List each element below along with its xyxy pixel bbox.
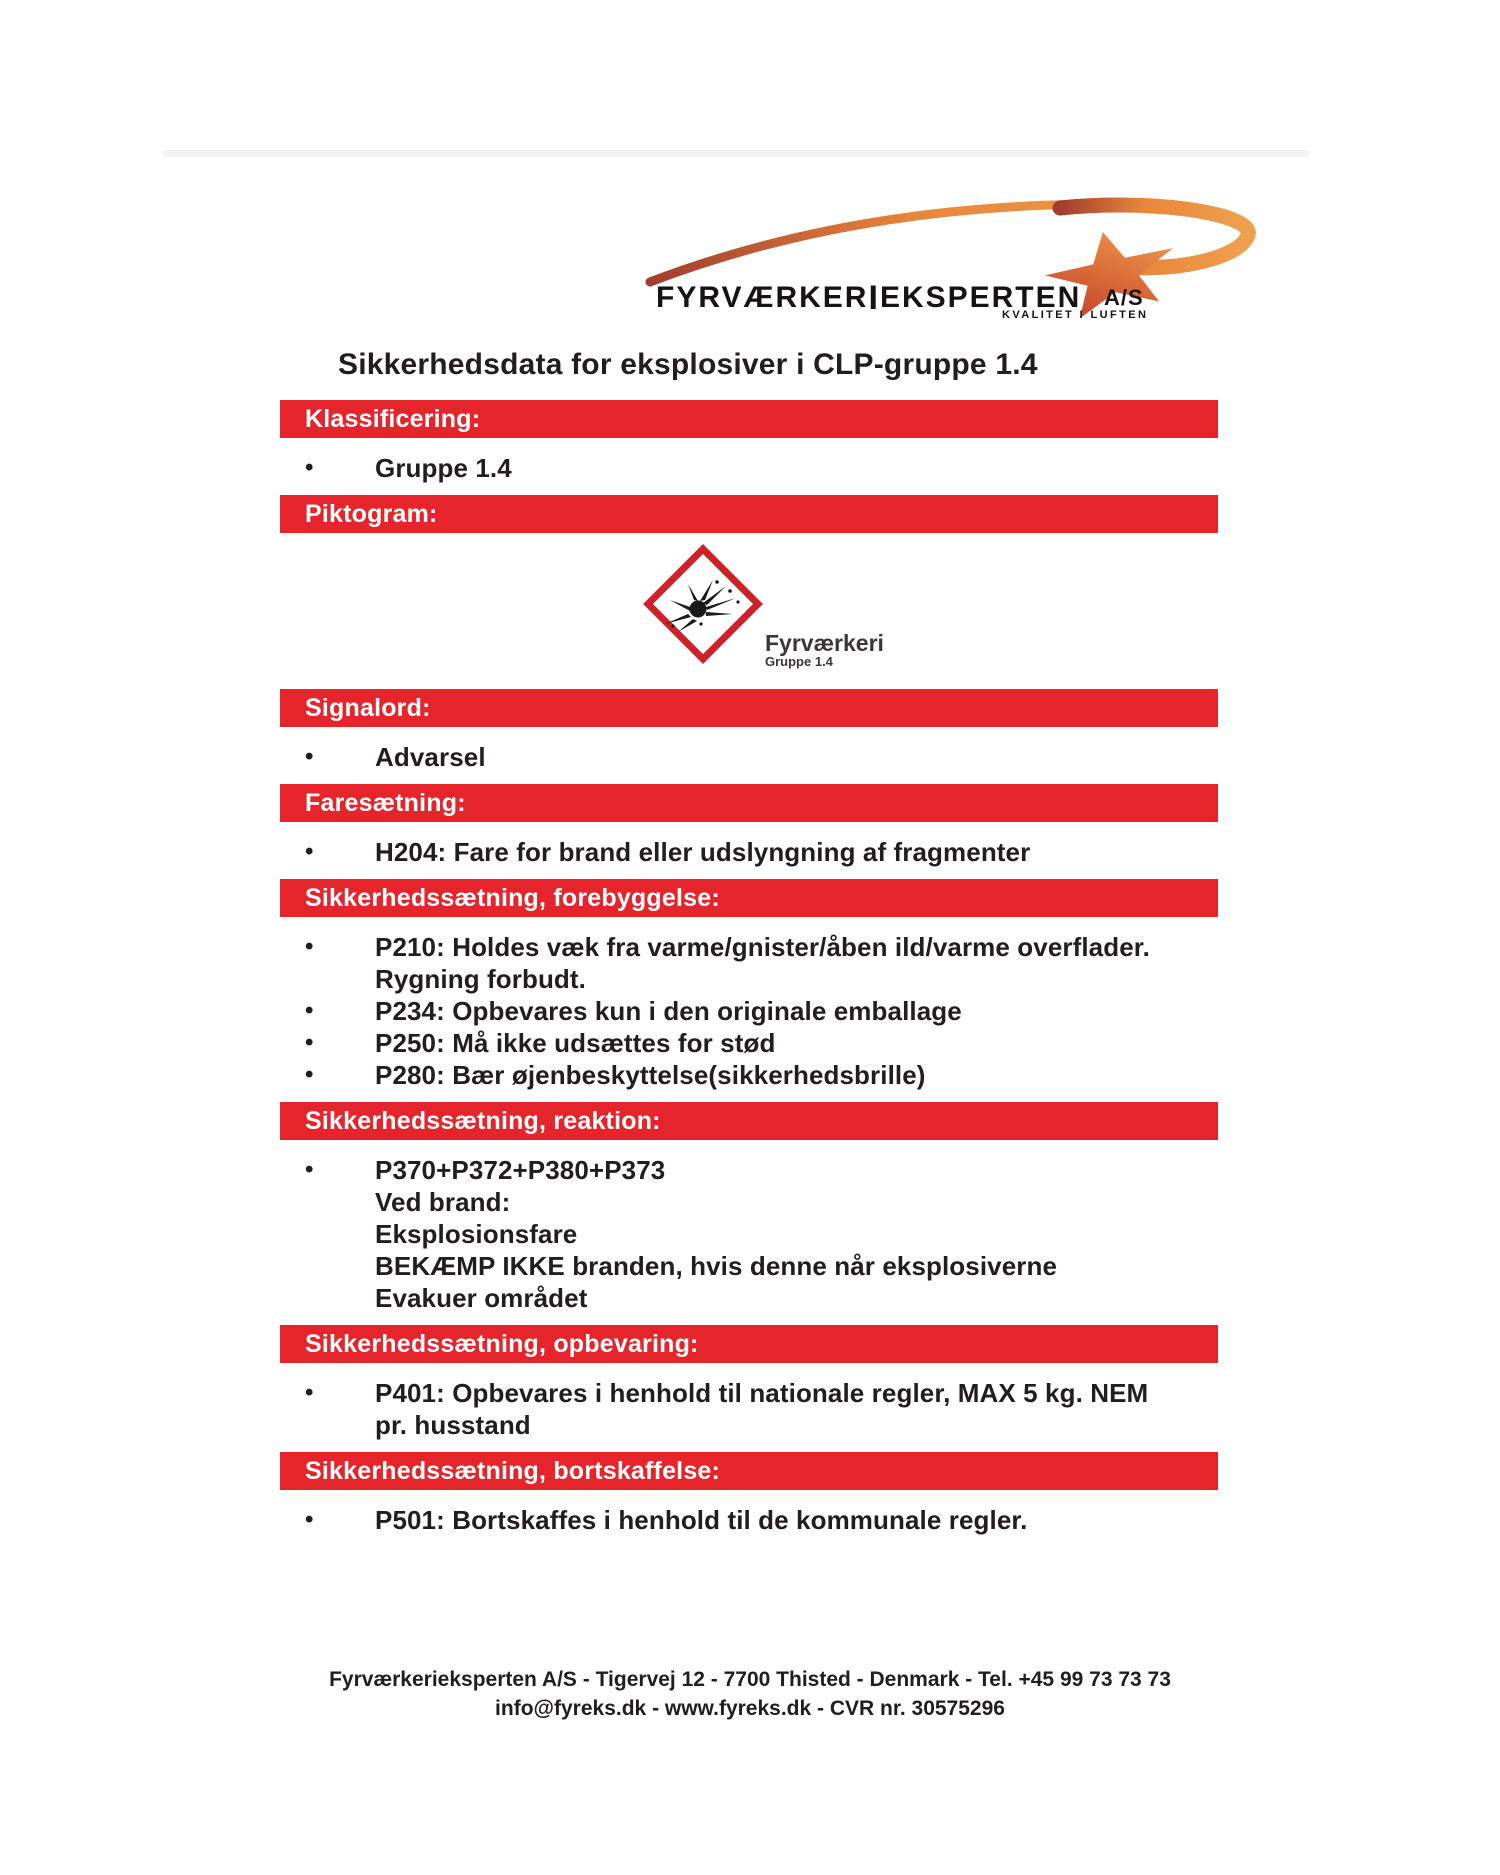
- pictogram-label: Fyrværkeri: [765, 630, 884, 656]
- logo-swoosh-star-icon: [600, 180, 1290, 350]
- bullet-text-continuation: Eksplosionsfare: [375, 1219, 578, 1249]
- bullet-text: • P401: Opbevares i henhold til nationale regler, MAX 5 kg. NEM: [375, 1378, 1149, 1408]
- bullet-text-continuation: BEKÆMP IKKE branden, hvis denne når eksplosiverne: [375, 1251, 1058, 1281]
- bullet-text: • P210: Holdes væk fra varme/gnister/åben ild/varme overflader.: [375, 932, 1150, 962]
- bullet-item: [280, 1027, 1218, 1059]
- bullet-text: • P234: Opbevares kun i den originale emballage: [375, 996, 962, 1026]
- section-banner-piktogram: [280, 495, 1218, 533]
- pictogram-caption: [765, 631, 884, 669]
- bullet-text: • P501: Bortskaffes i henhold til de kommunale regler.: [375, 1505, 1028, 1535]
- bullet-list: [280, 452, 1218, 484]
- section-banner-reaktion: [280, 1102, 1218, 1140]
- section-banner-klassificering: [280, 400, 1218, 438]
- bullet-list: [280, 1504, 1218, 1536]
- section-heading: Sikkerhedssætning, bortskaffelse:: [305, 1457, 721, 1485]
- section-banner-bortskaffelse: [280, 1452, 1218, 1490]
- section-heading: Sikkerhedssætning, opbevaring:: [305, 1330, 699, 1358]
- page-top-edge: [163, 150, 1309, 157]
- bullet-list: [280, 741, 1218, 773]
- bullet-text-continuation: pr. husstand: [375, 1410, 531, 1440]
- logo-suffix: A/S: [1104, 285, 1144, 310]
- bullet-list: [280, 836, 1218, 868]
- bullet-item: [280, 741, 1218, 773]
- bullet-item: [280, 1377, 1218, 1441]
- document-title: Sikkerhedsdata for eksplosiver i CLP-gruppe 1.4: [338, 348, 1038, 381]
- bullet-text: • Gruppe 1.4: [375, 453, 512, 483]
- logo-brand-separator: I: [868, 279, 880, 317]
- document-body: [280, 346, 1218, 1536]
- bullet-text-continuation: Ved brand:: [375, 1187, 511, 1217]
- logo-brand-left: FYRVÆRKER: [656, 281, 869, 314]
- section-heading: Signalord:: [305, 694, 431, 722]
- bullet-text: • H204: Fare for brand eller udslyngning af fragmenter: [375, 837, 1031, 867]
- bullet-text-continuation: Evakuer området: [375, 1283, 588, 1313]
- pictogram-row: [280, 546, 1218, 678]
- bullet-text: • Advarsel: [375, 742, 486, 772]
- section-heading: Sikkerhedssætning, reaktion:: [305, 1107, 661, 1135]
- ghs01-exploding-bomb-icon: [643, 544, 763, 664]
- section-heading: Klassificering:: [305, 405, 481, 433]
- bullet-text: • P250: Må ikke udsættes for stød: [375, 1028, 776, 1058]
- bullet-text: • P280: Bær øjenbeskyttelse(sikkerhedsbrille): [375, 1060, 926, 1090]
- logo-tagline: KVALITET I LUFTEN: [1002, 309, 1149, 321]
- bullet-item: [280, 836, 1218, 868]
- pictogram-sublabel: Gruppe 1.4: [765, 654, 833, 669]
- section-banner-faresaetning: [280, 784, 1218, 822]
- section-heading: Piktogram:: [305, 500, 438, 528]
- company-logo: [600, 180, 1290, 350]
- bullet-item: [280, 1504, 1218, 1536]
- bullet-text: • P370+P372+P380+P373: [375, 1155, 666, 1185]
- section-banner-opbevaring: [280, 1325, 1218, 1363]
- bullet-list: [280, 931, 1218, 1091]
- bullet-item: [280, 995, 1218, 1027]
- bullet-item: [280, 931, 1218, 995]
- bullet-item: [280, 1059, 1218, 1091]
- page-footer: [0, 1665, 1500, 1723]
- section-heading: Sikkerhedssætning, forebyggelse:: [305, 884, 720, 912]
- bullet-list: [280, 1154, 1218, 1314]
- bullet-item: [280, 452, 1218, 484]
- section-heading: Faresætning:: [305, 789, 466, 817]
- section-banner-signalord: [280, 689, 1218, 727]
- footer-line-2: info@fyreks.dk - www.fyreks.dk - CVR nr. 30575296: [495, 1697, 1005, 1720]
- section-banner-forebyggelse: [280, 879, 1218, 917]
- bullet-list: [280, 1377, 1218, 1441]
- bullet-text-continuation: Rygning forbudt.: [375, 964, 586, 994]
- logo-brand-right: EKSPERTEN: [879, 281, 1082, 314]
- footer-line-1: Fyrværkerieksperten A/S - Tigervej 12 - 7700 Thisted - Denmark - Tel. +45 99 73 73 73: [329, 1668, 1171, 1691]
- bullet-item: [280, 1154, 1218, 1314]
